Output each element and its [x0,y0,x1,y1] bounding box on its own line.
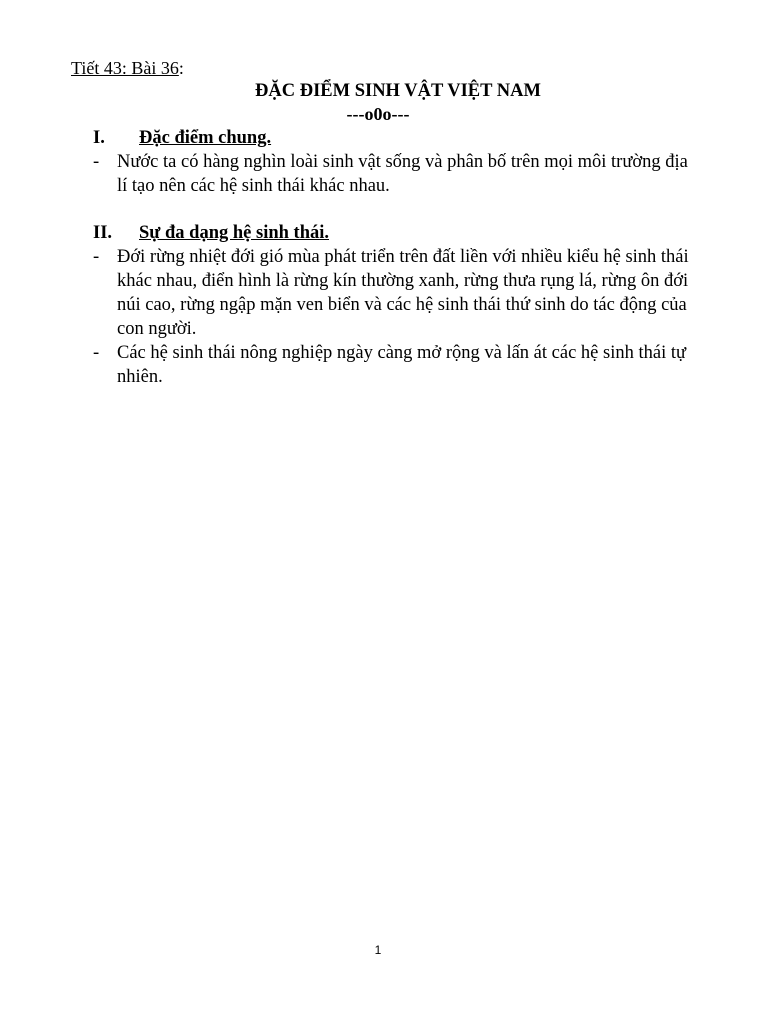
bullet-dash: - [93,247,100,267]
list-item [93,150,693,198]
list-item-text: Nước ta có hàng nghìn loài sinh vật sống và phân bố trên mọi môi trường địa lí tạo nên các hệ sinh thái khác nhau. [117,152,688,196]
list-item-text: Các hệ sinh thái nông nghiệp ngày càng mở rộng và lấn át các hệ sinh thái tự nhiên. [117,343,687,387]
bullet-dash: - [93,152,100,172]
bullet-dash: - [93,343,100,363]
section-number: I. [93,128,105,148]
page-number: 1 [374,943,382,957]
lesson-label: Tiết 43: Bài 36 [71,58,179,78]
section-title: Sự đa dạng hệ sinh thái. [139,223,330,243]
document-title: ĐẶC ĐIỂM SINH VẬT VIỆT NAM [255,81,541,101]
list-item [93,341,693,389]
section-number: II. [93,223,113,243]
lesson-suffix: : [178,58,184,78]
section-heading-1 [93,127,271,149]
list-item [93,245,693,341]
section-heading-2 [93,222,329,244]
list-item-text: Đới rừng nhiệt đới gió mùa phát triển trên đất liền với nhiều kiểu hệ sinh thái khác nhau, điển hình là rừng kín thường xanh, rừng thưa rụng lá, rừng ôn đới núi cao, rừng ngập mặn ven biển và các hệ sinh thái thứ sinh do tác động của con người. [117,247,689,339]
section-title: Đặc điểm chung. [139,128,272,148]
lesson-header [71,57,184,79]
title-separator: ---o0o--- [346,104,410,124]
